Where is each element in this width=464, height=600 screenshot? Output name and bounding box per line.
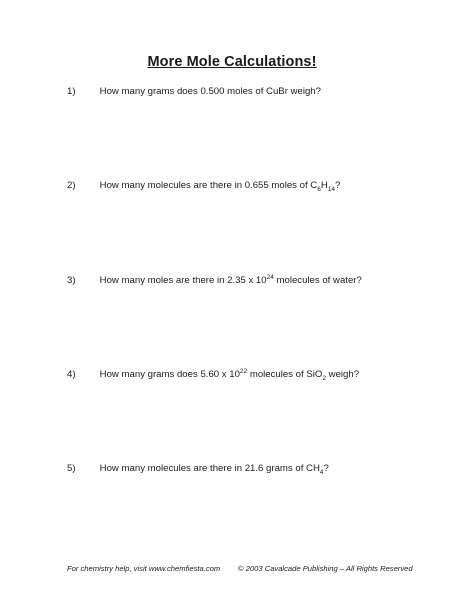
footer-copyright: © 2003 Cavalcade Publishing – All Rights Reserved [238,564,413,573]
question-4 [67,369,407,381]
question-text [100,369,359,380]
subscript: 4 [319,468,324,476]
text-run: How many molecules are there in 21.6 grams of CH [99,463,320,474]
text-run: How many moles are there in 2.35 x 10 [99,275,267,286]
question-2 [67,180,407,192]
question-text [100,463,329,474]
question-number: 1) [67,86,76,97]
text-run: How many grams does 5.60 x 10 [99,369,240,380]
subscript: 14 [327,185,336,193]
text-run: H [320,180,328,191]
question-number: 4) [67,369,76,380]
superscript: 24 [266,273,274,281]
question-1 [67,86,407,98]
text-run: ? [323,463,329,474]
question-number: 5) [67,463,76,474]
question-number: 3) [67,275,76,286]
question-number: 2) [67,180,76,191]
text-run: How many molecules are there in 0.655 moles of C [99,180,318,191]
text-run: ? [335,180,341,191]
question-text [100,180,341,191]
question-3 [67,275,407,287]
subscript: 6 [317,185,321,193]
subscript: 2 [322,374,326,382]
text-run: How many grams does 0.500 moles of CuBr weigh? [99,86,321,97]
question-text [100,275,362,286]
question-5 [67,463,407,475]
text-run: molecules of water? [273,275,362,286]
superscript: 22 [239,367,248,375]
text-run: molecules of SiO [247,369,323,380]
question-text [100,86,321,97]
footer-help-link[interactable]: For chemistry help, visit www.chemfiesta.com [67,564,221,573]
text-run: weigh? [325,369,360,380]
page-title: More Mole Calculations! [147,54,317,70]
